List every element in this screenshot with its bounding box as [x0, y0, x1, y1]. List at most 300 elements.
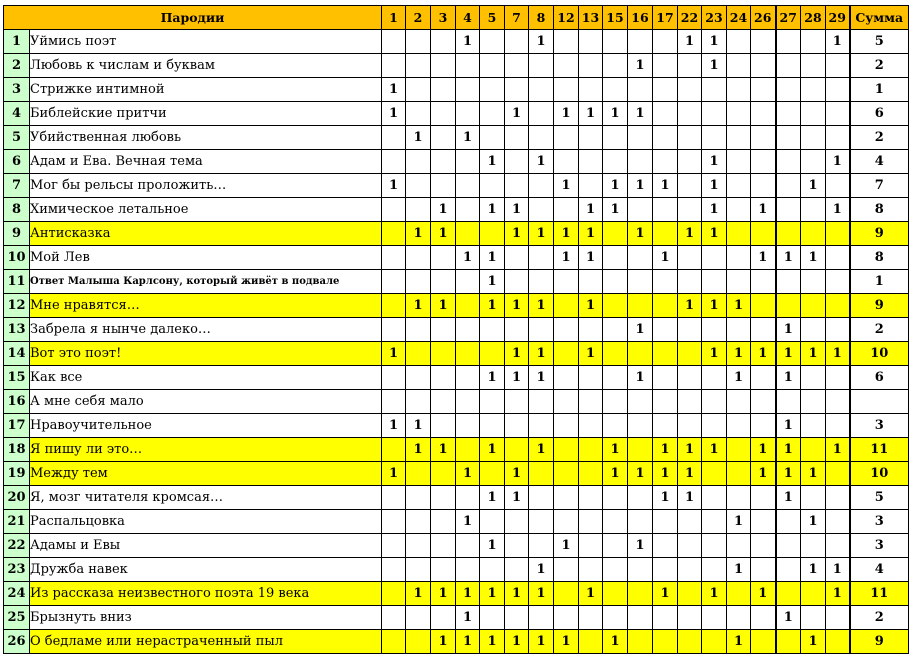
vote-cell: 1	[751, 438, 776, 462]
vote-cell: 1	[579, 222, 603, 246]
row-sum: 11	[850, 582, 909, 606]
table-row	[4, 246, 909, 270]
vote-cell	[702, 510, 727, 534]
vote-cell	[727, 102, 751, 126]
vote-cell: 1	[554, 534, 579, 558]
vote-cell	[653, 54, 678, 78]
vote-cell	[603, 246, 628, 270]
vote-cell	[554, 390, 579, 414]
vote-cell	[480, 318, 505, 342]
vote-cell	[456, 390, 480, 414]
vote-cell: 1	[456, 510, 480, 534]
vote-cell	[505, 606, 529, 630]
vote-cell	[801, 534, 826, 558]
vote-cell: 1	[653, 462, 678, 486]
vote-cell	[480, 78, 505, 102]
vote-cell	[751, 558, 776, 582]
vote-cell	[678, 150, 702, 174]
row-sum: 7	[850, 174, 909, 198]
vote-cell: 1	[702, 30, 727, 54]
vote-cell	[554, 510, 579, 534]
row-number: 14	[4, 342, 30, 366]
vote-cell	[678, 174, 702, 198]
row-sum: 3	[850, 534, 909, 558]
vote-cell	[801, 294, 826, 318]
vote-cell	[776, 582, 801, 606]
vote-cell	[382, 582, 406, 606]
row-sum: 6	[850, 366, 909, 390]
vote-cell	[628, 198, 653, 222]
row-sum: 9	[850, 294, 909, 318]
vote-cell	[702, 102, 727, 126]
parody-title: Брызнуть вниз	[30, 606, 382, 630]
vote-cell	[579, 390, 603, 414]
vote-cell: 1	[431, 582, 456, 606]
vote-cell: 1	[678, 222, 702, 246]
row-number: 18	[4, 438, 30, 462]
vote-cell	[603, 510, 628, 534]
vote-cell	[801, 390, 826, 414]
vote-cell: 1	[431, 630, 456, 654]
vote-cell	[505, 54, 529, 78]
parody-title: Убийственная любовь	[30, 126, 382, 150]
table-row	[4, 366, 909, 390]
vote-cell	[480, 102, 505, 126]
vote-cell	[653, 150, 678, 174]
vote-cell	[603, 606, 628, 630]
vote-cell: 1	[480, 150, 505, 174]
vote-cell	[678, 414, 702, 438]
vote-cell: 1	[702, 342, 727, 366]
vote-cell: 1	[529, 150, 554, 174]
vote-cell	[529, 486, 554, 510]
vote-cell: 1	[431, 222, 456, 246]
vote-cell	[628, 30, 653, 54]
vote-cell	[431, 318, 456, 342]
vote-cell	[505, 174, 529, 198]
vote-cell	[529, 126, 554, 150]
vote-cell	[776, 126, 801, 150]
vote-cell	[456, 78, 480, 102]
vote-cell	[431, 462, 456, 486]
header-title: Пародии	[4, 6, 382, 30]
vote-cell	[406, 198, 431, 222]
vote-cell	[678, 126, 702, 150]
parody-title: Дружба навек	[30, 558, 382, 582]
vote-cell	[702, 390, 727, 414]
vote-cell	[554, 486, 579, 510]
vote-cell	[653, 294, 678, 318]
vote-cell	[678, 558, 702, 582]
vote-cell	[529, 198, 554, 222]
table-row	[4, 198, 909, 222]
vote-cell	[505, 270, 529, 294]
vote-cell: 1	[529, 438, 554, 462]
vote-cell	[456, 558, 480, 582]
vote-cell	[431, 606, 456, 630]
vote-cell	[653, 342, 678, 366]
vote-cell: 1	[628, 222, 653, 246]
vote-cell	[678, 534, 702, 558]
row-number: 5	[4, 126, 30, 150]
vote-cell	[678, 390, 702, 414]
vote-cell: 1	[480, 630, 505, 654]
vote-cell	[431, 414, 456, 438]
vote-cell	[456, 366, 480, 390]
vote-cell	[406, 630, 431, 654]
vote-cell: 1	[529, 30, 554, 54]
vote-cell: 1	[826, 198, 850, 222]
vote-cell	[456, 534, 480, 558]
vote-cell	[382, 606, 406, 630]
column-header: 5	[480, 6, 505, 30]
vote-cell: 1	[751, 342, 776, 366]
vote-cell	[702, 558, 727, 582]
table-row	[4, 390, 909, 414]
vote-cell	[505, 534, 529, 558]
table-row	[4, 342, 909, 366]
vote-cell	[579, 30, 603, 54]
vote-cell	[727, 318, 751, 342]
parody-title: Химическое летальное	[30, 198, 382, 222]
column-header: 1	[382, 6, 406, 30]
vote-cell	[579, 630, 603, 654]
vote-cell	[505, 558, 529, 582]
vote-cell	[406, 390, 431, 414]
vote-cell: 1	[480, 486, 505, 510]
vote-cell: 1	[702, 582, 727, 606]
vote-cell	[554, 582, 579, 606]
row-number: 9	[4, 222, 30, 246]
parody-title: Из рассказа неизвестного поэта 19 века	[30, 582, 382, 606]
vote-cell	[431, 150, 456, 174]
vote-cell: 1	[776, 438, 801, 462]
vote-cell: 1	[776, 246, 801, 270]
vote-cell: 1	[505, 222, 529, 246]
vote-cell: 1	[776, 486, 801, 510]
vote-cell	[751, 366, 776, 390]
vote-cell	[727, 30, 751, 54]
vote-cell: 1	[603, 174, 628, 198]
vote-cell	[382, 630, 406, 654]
vote-cell: 1	[406, 294, 431, 318]
vote-cell: 1	[554, 102, 579, 126]
vote-cell	[480, 126, 505, 150]
vote-cell	[456, 54, 480, 78]
vote-cell	[382, 318, 406, 342]
table-row	[4, 414, 909, 438]
vote-cell: 1	[529, 222, 554, 246]
vote-cell: 1	[628, 318, 653, 342]
vote-cell	[529, 606, 554, 630]
vote-cell	[554, 270, 579, 294]
vote-cell	[702, 534, 727, 558]
row-number: 21	[4, 510, 30, 534]
vote-cell	[826, 222, 850, 246]
vote-cell	[480, 414, 505, 438]
parody-title: Распальцовка	[30, 510, 382, 534]
vote-cell: 1	[505, 582, 529, 606]
vote-cell	[653, 414, 678, 438]
vote-cell	[554, 366, 579, 390]
vote-cell	[406, 30, 431, 54]
vote-cell: 1	[603, 102, 628, 126]
vote-cell	[529, 510, 554, 534]
row-number: 15	[4, 366, 30, 390]
vote-cell: 1	[751, 582, 776, 606]
parody-title: Адамы и Евы	[30, 534, 382, 558]
vote-cell	[529, 270, 554, 294]
vote-cell	[653, 606, 678, 630]
vote-cell	[554, 30, 579, 54]
vote-cell	[382, 270, 406, 294]
vote-cell	[628, 414, 653, 438]
vote-cell	[431, 558, 456, 582]
vote-cell: 1	[382, 78, 406, 102]
vote-cell	[702, 462, 727, 486]
vote-cell: 1	[653, 246, 678, 270]
vote-cell	[678, 198, 702, 222]
column-header: 13	[579, 6, 603, 30]
vote-cell	[702, 318, 727, 342]
vote-cell	[801, 606, 826, 630]
row-number: 8	[4, 198, 30, 222]
vote-cell	[628, 78, 653, 102]
table-row	[4, 270, 909, 294]
vote-cell	[801, 102, 826, 126]
vote-cell	[431, 174, 456, 198]
vote-cell	[727, 438, 751, 462]
table-row	[4, 78, 909, 102]
vote-cell: 1	[406, 222, 431, 246]
vote-cell	[382, 126, 406, 150]
vote-cell	[702, 246, 727, 270]
vote-cell	[727, 198, 751, 222]
vote-cell	[801, 366, 826, 390]
table-row	[4, 294, 909, 318]
vote-cell	[480, 510, 505, 534]
parody-title: Вот это поэт!	[30, 342, 382, 366]
vote-cell	[801, 318, 826, 342]
vote-cell	[529, 318, 554, 342]
vote-cell	[456, 294, 480, 318]
vote-cell	[456, 198, 480, 222]
row-number: 6	[4, 150, 30, 174]
row-number: 3	[4, 78, 30, 102]
vote-cell	[826, 318, 850, 342]
vote-cell: 1	[653, 438, 678, 462]
vote-cell	[456, 438, 480, 462]
parody-title: Мне нравятся…	[30, 294, 382, 318]
header-row	[4, 6, 909, 30]
parody-title: Мог бы рельсы проложить…	[30, 174, 382, 198]
vote-cell	[727, 582, 751, 606]
vote-cell	[628, 630, 653, 654]
vote-cell	[776, 222, 801, 246]
vote-cell	[603, 318, 628, 342]
vote-cell	[480, 222, 505, 246]
row-sum: 9	[850, 222, 909, 246]
vote-cell: 1	[406, 414, 431, 438]
table-row	[4, 486, 909, 510]
vote-cell	[727, 246, 751, 270]
vote-cell	[382, 30, 406, 54]
table-row	[4, 102, 909, 126]
vote-cell	[406, 174, 431, 198]
vote-cell	[751, 414, 776, 438]
vote-cell	[801, 438, 826, 462]
vote-cell: 1	[382, 414, 406, 438]
vote-cell: 1	[776, 606, 801, 630]
vote-cell: 1	[727, 558, 751, 582]
vote-cell	[554, 54, 579, 78]
vote-cell: 1	[702, 174, 727, 198]
vote-cell	[751, 630, 776, 654]
vote-cell: 1	[529, 342, 554, 366]
vote-cell: 1	[801, 174, 826, 198]
vote-cell	[603, 150, 628, 174]
vote-cell	[603, 582, 628, 606]
vote-cell	[554, 150, 579, 174]
vote-cell	[751, 30, 776, 54]
vote-cell	[751, 486, 776, 510]
row-sum: 2	[850, 54, 909, 78]
vote-cell: 1	[406, 126, 431, 150]
vote-cell: 1	[702, 294, 727, 318]
vote-cell	[826, 486, 850, 510]
table-row	[4, 318, 909, 342]
parody-title: Стрижке интимной	[30, 78, 382, 102]
vote-cell	[826, 294, 850, 318]
column-header: 27	[776, 6, 801, 30]
vote-cell	[382, 198, 406, 222]
vote-cell	[751, 174, 776, 198]
vote-cell	[603, 270, 628, 294]
vote-cell: 1	[776, 462, 801, 486]
vote-cell	[801, 30, 826, 54]
vote-cell	[751, 54, 776, 78]
vote-cell: 1	[751, 246, 776, 270]
vote-cell	[628, 294, 653, 318]
vote-cell	[776, 390, 801, 414]
vote-cell	[406, 510, 431, 534]
vote-cell	[505, 126, 529, 150]
vote-cell	[801, 54, 826, 78]
vote-cell	[554, 462, 579, 486]
vote-cell	[480, 462, 505, 486]
vote-cell	[776, 78, 801, 102]
column-header: 29	[826, 6, 850, 30]
vote-cell	[382, 510, 406, 534]
vote-cell: 1	[678, 294, 702, 318]
vote-cell: 1	[505, 462, 529, 486]
vote-cell: 1	[505, 102, 529, 126]
vote-cell	[727, 222, 751, 246]
vote-cell	[727, 174, 751, 198]
vote-cell: 1	[702, 198, 727, 222]
vote-cell	[603, 558, 628, 582]
vote-cell	[529, 246, 554, 270]
column-header: 16	[628, 6, 653, 30]
column-header: 22	[678, 6, 702, 30]
vote-cell	[505, 78, 529, 102]
vote-cell	[603, 390, 628, 414]
vote-cell	[653, 270, 678, 294]
vote-cell	[653, 558, 678, 582]
column-header: 28	[801, 6, 826, 30]
vote-cell	[456, 174, 480, 198]
vote-cell	[431, 270, 456, 294]
vote-cell	[776, 630, 801, 654]
vote-cell: 1	[382, 462, 406, 486]
vote-cell	[603, 54, 628, 78]
vote-cell	[554, 198, 579, 222]
parody-title: Как все	[30, 366, 382, 390]
vote-cell: 1	[505, 294, 529, 318]
vote-cell	[554, 558, 579, 582]
vote-cell	[727, 462, 751, 486]
vote-cell	[579, 606, 603, 630]
vote-cell: 1	[529, 582, 554, 606]
vote-cell	[431, 486, 456, 510]
vote-cell	[529, 534, 554, 558]
vote-cell	[776, 558, 801, 582]
vote-cell	[406, 606, 431, 630]
vote-cell	[579, 414, 603, 438]
row-number: 11	[4, 270, 30, 294]
row-number: 24	[4, 582, 30, 606]
vote-cell	[406, 342, 431, 366]
vote-cell	[702, 606, 727, 630]
vote-cell	[406, 366, 431, 390]
vote-cell	[456, 414, 480, 438]
vote-cell	[751, 150, 776, 174]
vote-cell: 1	[529, 294, 554, 318]
vote-cell: 1	[579, 582, 603, 606]
vote-cell: 1	[801, 510, 826, 534]
vote-cell	[653, 534, 678, 558]
row-sum: 1	[850, 270, 909, 294]
parody-title: Адам и Ева. Вечная тема	[30, 150, 382, 174]
vote-cell: 1	[505, 630, 529, 654]
vote-cell	[801, 486, 826, 510]
vote-cell	[628, 606, 653, 630]
row-number: 20	[4, 486, 30, 510]
vote-cell	[406, 102, 431, 126]
vote-cell	[406, 246, 431, 270]
table-row	[4, 510, 909, 534]
vote-cell	[826, 78, 850, 102]
vote-cell	[431, 534, 456, 558]
vote-cell	[579, 174, 603, 198]
row-number: 13	[4, 318, 30, 342]
column-header: 7	[505, 6, 529, 30]
vote-cell: 1	[505, 486, 529, 510]
vote-cell	[480, 342, 505, 366]
vote-cell	[382, 366, 406, 390]
vote-cell	[751, 126, 776, 150]
vote-cell	[653, 222, 678, 246]
vote-cell	[653, 30, 678, 54]
vote-cell	[529, 390, 554, 414]
vote-cell	[751, 294, 776, 318]
table-row	[4, 462, 909, 486]
vote-cell: 1	[826, 582, 850, 606]
vote-cell: 1	[456, 246, 480, 270]
vote-cell	[727, 606, 751, 630]
vote-cell	[529, 54, 554, 78]
vote-cell	[382, 222, 406, 246]
